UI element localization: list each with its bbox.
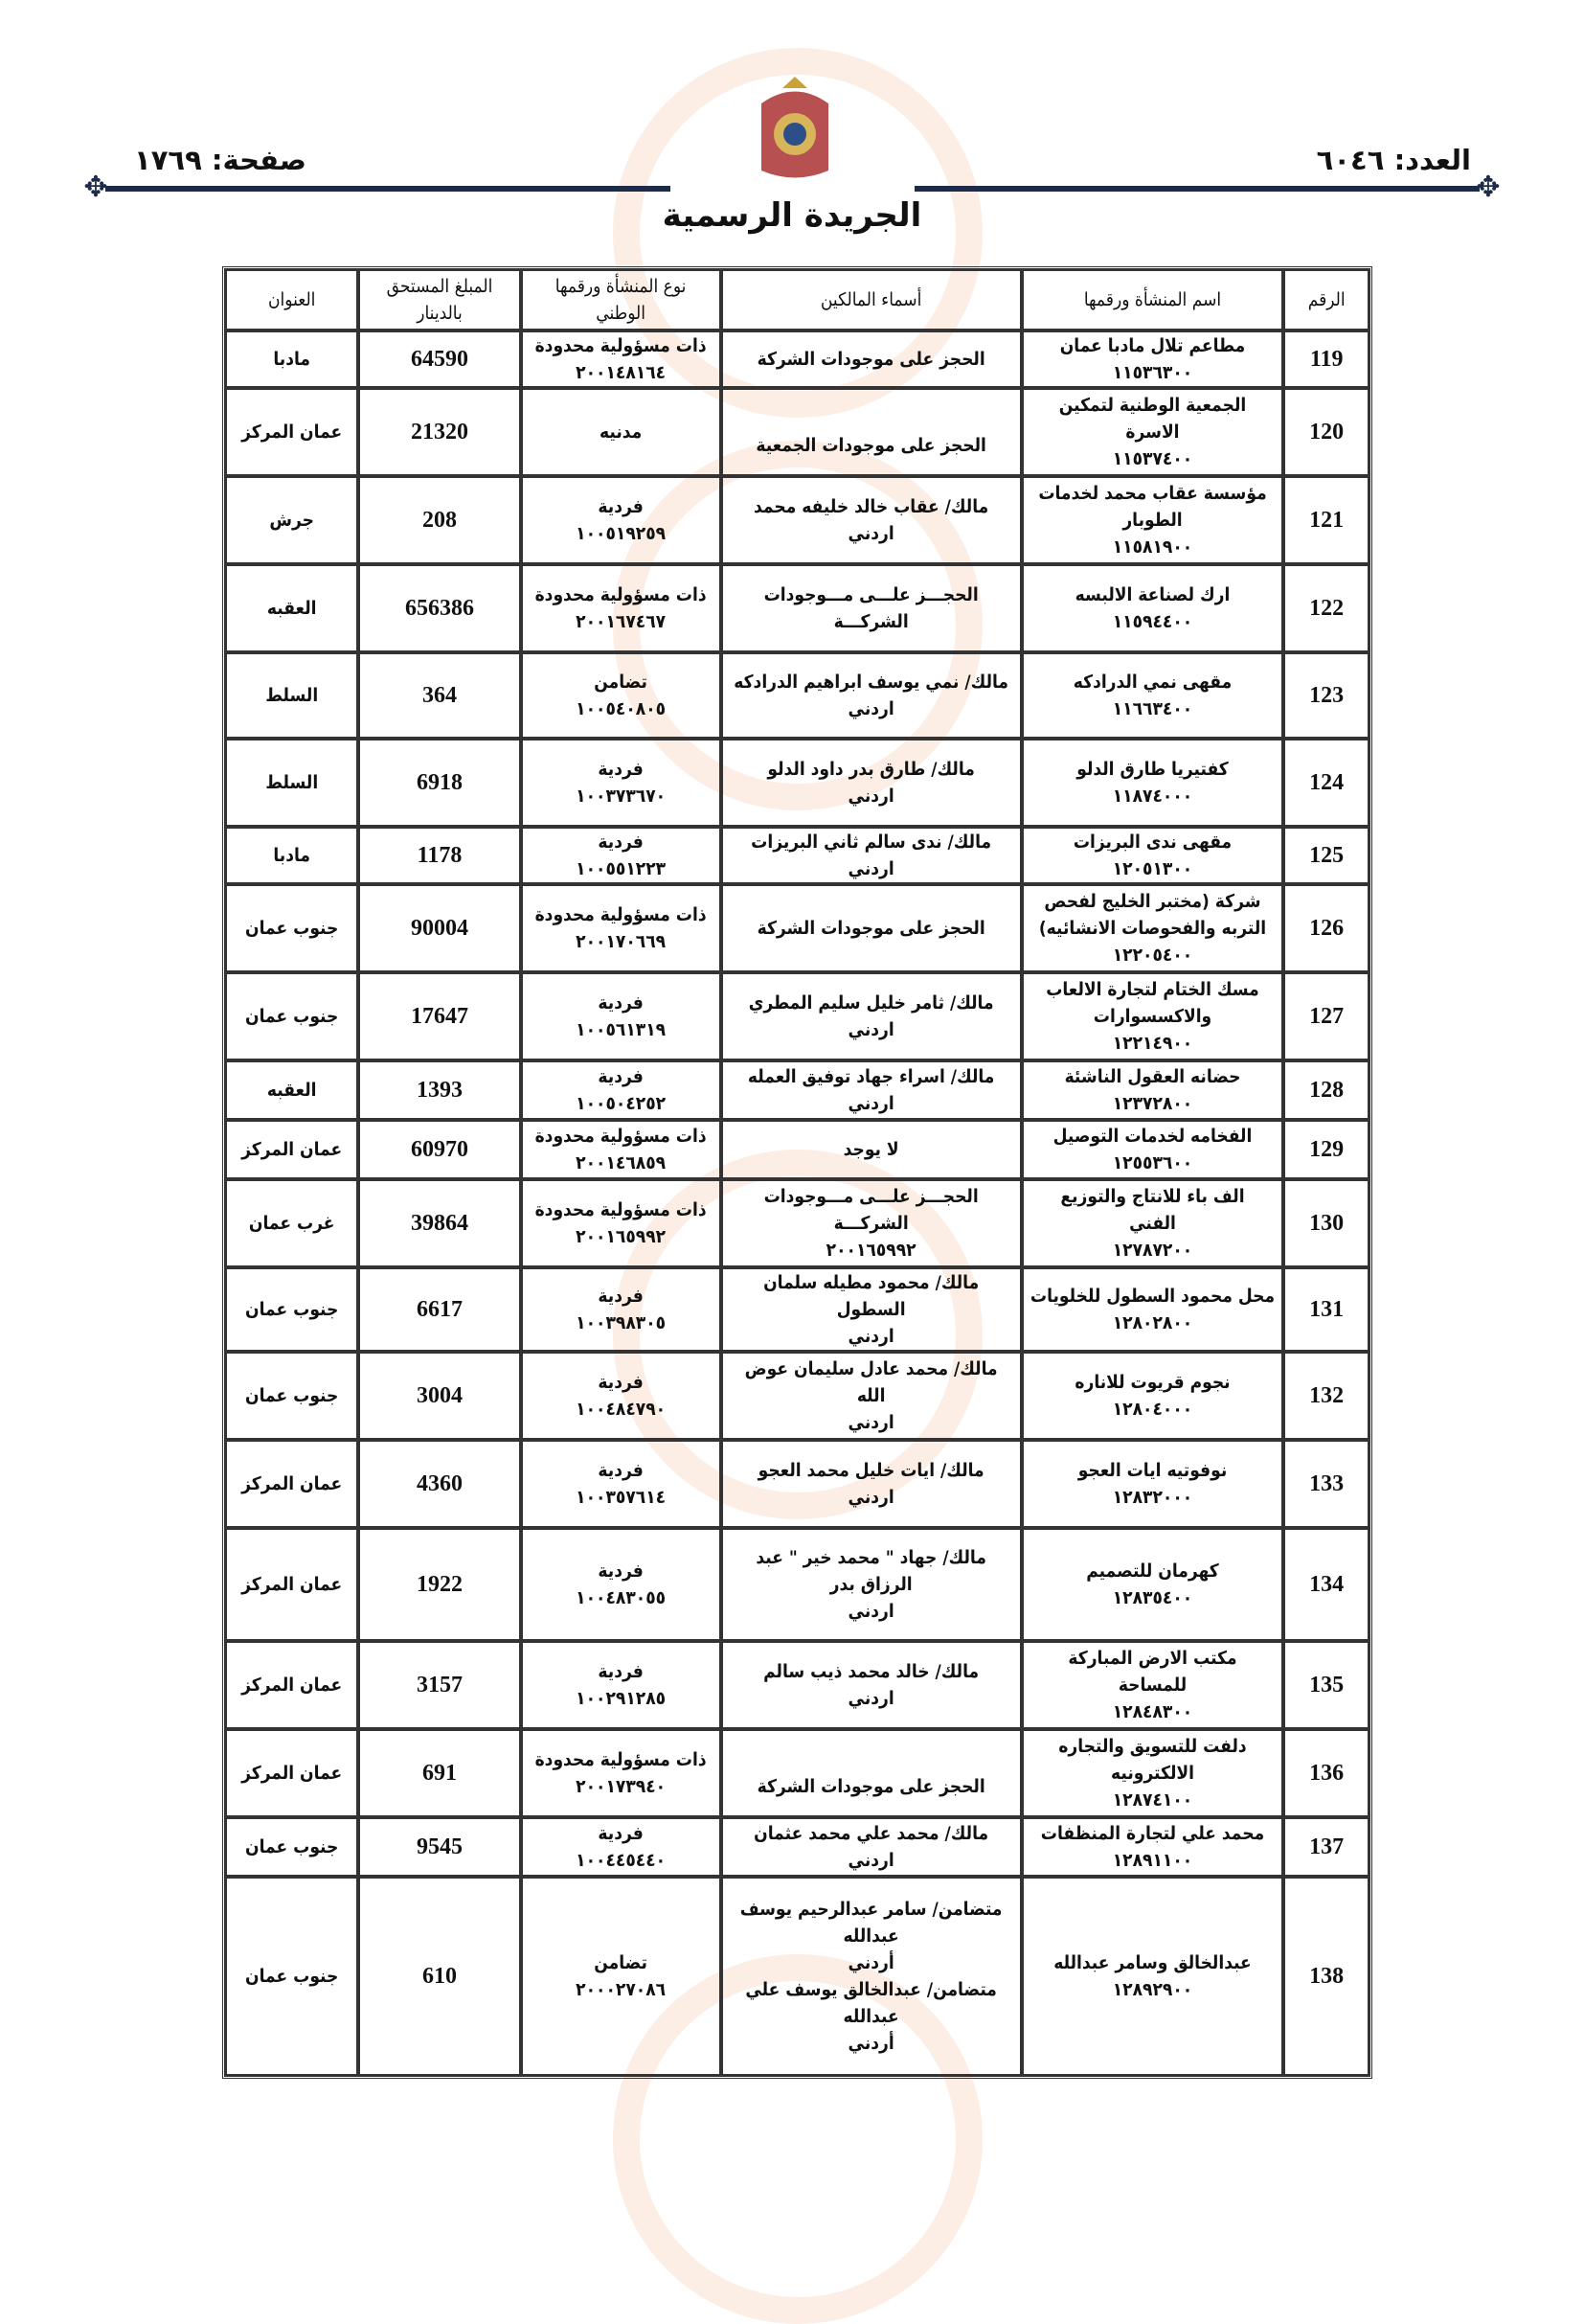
establishment-name-cell: الجمعية الوطنية لتمكين الاسرة ١١٥٣٧٤٠٠ (1022, 388, 1284, 476)
row-number-cell: 128 (1283, 1060, 1369, 1120)
table-row (225, 1877, 1369, 2076)
amount-due-cell: 60970 (358, 1120, 520, 1179)
row-number-cell: 134 (1283, 1528, 1369, 1641)
establishment-name-cell: ارك لصناعة الالبسه ١١٥٩٤٤٠٠ (1022, 564, 1284, 652)
owners-cell: مالك/ طارق بدر داود الدلو اردني (721, 739, 1022, 827)
table-row (225, 1352, 1369, 1440)
table-row (225, 388, 1369, 476)
amount-due-cell: 610 (358, 1877, 520, 2076)
table-row (225, 827, 1369, 884)
amount-due-cell: 17647 (358, 972, 520, 1060)
column-header-type: نوع المنشأة ورقمها الوطني (521, 269, 721, 330)
table-row (225, 1817, 1369, 1877)
establishment-name-cell: مؤسسة عقاب محمد لخدمات الطوبار ١١٥٨١٩٠٠ (1022, 476, 1284, 564)
column-header-number: الرقم (1283, 269, 1369, 330)
owners-cell: مالك/ محمود مطيله سلمان السطول اردني (721, 1267, 1022, 1352)
jordan-emblem-icon (752, 75, 838, 190)
owners-cell: الحجـــز علـــى مـــوجودات الشركـــة ٢٠٠١٦٥٩٩٢ (721, 1179, 1022, 1267)
row-number-cell: 126 (1283, 884, 1369, 972)
table-row (225, 1729, 1369, 1817)
establishment-name-cell: دلفت للتسويق والتجاره الالكترونيه ١٢٨٧٤١٠٠ (1022, 1729, 1284, 1817)
establishments-table (222, 266, 1372, 2079)
establishment-type-cell: فردية ١٠٠٣٧٣٦٧٠ (521, 739, 721, 827)
owners-cell: الحجز على موجودات الجمعية (721, 388, 1022, 476)
establishment-name-cell: نجوم قريوت للاناره ١٢٨٠٤٠٠٠ (1022, 1352, 1284, 1440)
row-number-cell: 133 (1283, 1440, 1369, 1528)
column-header-owners: أسماء المالكين (721, 269, 1022, 330)
amount-due-cell: 691 (358, 1729, 520, 1817)
establishment-type-cell: تضامن ١٠٠٥٤٠٨٠٥ (521, 652, 721, 739)
address-cell: العقبه (225, 1060, 358, 1120)
establishment-name-cell: كفتيريا طارق الدلو ١١٨٧٤٠٠٠ (1022, 739, 1284, 827)
establishment-type-cell: فردية ١٠٠٥٥١٢٢٣ (521, 827, 721, 884)
owners-cell: مالك/ اسراء جهاد توفيق العمله اردني (721, 1060, 1022, 1120)
establishment-type-cell: مدنيه (521, 388, 721, 476)
address-cell: جرش (225, 476, 358, 564)
establishment-name-cell: محمد علي لتجارة المنظفات ١٢٨٩١١٠٠ (1022, 1817, 1284, 1877)
table-row (225, 972, 1369, 1060)
address-cell: عمان المركز (225, 1528, 358, 1641)
address-cell: عمان المركز (225, 1440, 358, 1528)
row-number-cell: 130 (1283, 1179, 1369, 1267)
row-number-cell: 138 (1283, 1877, 1369, 2076)
table-row (225, 1440, 1369, 1528)
owners-cell: الحجز على موجودات الشركة (721, 884, 1022, 972)
table-row (225, 1179, 1369, 1267)
page-number: صفحة: ١٧٦٩ (134, 144, 306, 176)
address-cell: جنوب عمان (225, 1877, 358, 2076)
owners-cell: الحجز على موجودات الشركة (721, 1729, 1022, 1817)
owners-cell: مالك/ نمي يوسف ابراهيم الدرادكه اردني (721, 652, 1022, 739)
establishment-type-cell: ذات مسؤولية محدودة ٢٠٠١٧٣٩٤٠ (521, 1729, 721, 1817)
owners-cell: مالك/ عقاب خالد خليفه محمد اردني (721, 476, 1022, 564)
establishment-name-cell: شركة (مختبر الخليج لفحص التربه والفحوصات الانشائيه) ١٢٢٠٥٤٠٠ (1022, 884, 1284, 972)
row-number-cell: 132 (1283, 1352, 1369, 1440)
owners-cell: الحجز على موجودات الشركة (721, 330, 1022, 388)
owners-cell: متضامن/ سامر عبدالرحيم يوسف عبدالله أردني متضامن/ عبدالخالق يوسف علي عبدالله أردني (721, 1877, 1022, 2076)
amount-due-cell: 39864 (358, 1179, 520, 1267)
owners-cell: مالك/ محمد عادل سليمان عوض الله اردني (721, 1352, 1022, 1440)
issue-number: العدد: ٦٠٤٦ (1316, 144, 1471, 176)
table-row (225, 564, 1369, 652)
address-cell: السلط (225, 652, 358, 739)
amount-due-cell: 1178 (358, 827, 520, 884)
table-row (225, 1641, 1369, 1729)
establishment-type-cell: فردية ١٠٠٥٦١٣١٩ (521, 972, 721, 1060)
establishment-type-cell: تضامن ٢٠٠٠٢٧٠٨٦ (521, 1877, 721, 2076)
row-number-cell: 121 (1283, 476, 1369, 564)
establishment-name-cell: مسك الختام لتجارة الالعاب والاكسسوارات ١٢٢١٤٩٠٠ (1022, 972, 1284, 1060)
address-cell: جنوب عمان (225, 1267, 358, 1352)
establishment-name-cell: عبدالخالق وسامر عبدالله ١٢٨٩٢٩٠٠ (1022, 1877, 1284, 2076)
establishment-type-cell: ذات مسؤولية محدودة ٢٠٠١٤٨١٦٤ (521, 330, 721, 388)
row-number-cell: 136 (1283, 1729, 1369, 1817)
address-cell: عمان المركز (225, 1641, 358, 1729)
owners-cell: مالك/ ثامر خليل سليم المطري اردني (721, 972, 1022, 1060)
establishment-name-cell: الفخامه لخدمات التوصيل ١٢٥٥٣٦٠٠ (1022, 1120, 1284, 1179)
amount-due-cell: 1393 (358, 1060, 520, 1120)
column-header-amount: المبلغ المستحق بالدينار (358, 269, 520, 330)
table-row (225, 1120, 1369, 1179)
owners-cell: مالك/ خالد محمد ذيب سالم اردني (721, 1641, 1022, 1729)
owners-cell: مالك/ محمد علي محمد عثمان اردني (721, 1817, 1022, 1877)
address-cell: السلط (225, 739, 358, 827)
ornament-knot-icon: ✥ (1476, 171, 1501, 204)
owners-cell: لا يوجد (721, 1120, 1022, 1179)
row-number-cell: 123 (1283, 652, 1369, 739)
establishment-name-cell: حضانه العقول الناشئة ١٢٣٧٢٨٠٠ (1022, 1060, 1284, 1120)
table-row (225, 652, 1369, 739)
row-number-cell: 119 (1283, 330, 1369, 388)
establishment-name-cell: نوفوتيه ايات العجو ١٢٨٣٢٠٠٠ (1022, 1440, 1284, 1528)
row-number-cell: 120 (1283, 388, 1369, 476)
address-cell: جنوب عمان (225, 972, 358, 1060)
establishment-type-cell: فردية ١٠٠٢٩١٢٨٥ (521, 1641, 721, 1729)
table-row (225, 739, 1369, 827)
column-header-address: العنوان (225, 269, 358, 330)
amount-due-cell: 364 (358, 652, 520, 739)
establishment-type-cell: ذات مسؤولية محدودة ٢٠٠١٦٥٩٩٢ (521, 1179, 721, 1267)
row-number-cell: 124 (1283, 739, 1369, 827)
address-cell: غرب عمان (225, 1179, 358, 1267)
amount-due-cell: 208 (358, 476, 520, 564)
establishment-type-cell: ذات مسؤولية محدودة ٢٠٠١٤٦٨٥٩ (521, 1120, 721, 1179)
amount-due-cell: 21320 (358, 388, 520, 476)
establishment-name-cell: مكتب الارض المباركة للمساحة ١٢٨٤٨٣٠٠ (1022, 1641, 1284, 1729)
owners-cell: مالك/ ايات خليل محمد العجو اردني (721, 1440, 1022, 1528)
establishment-name-cell: كهرمان للتصميم ١٢٨٣٥٤٠٠ (1022, 1528, 1284, 1641)
row-number-cell: 127 (1283, 972, 1369, 1060)
establishment-name-cell: الف باء للانتاج والتوزيع الفني ١٢٧٨٧٢٠٠ (1022, 1179, 1284, 1267)
amount-due-cell: 3157 (358, 1641, 520, 1729)
address-cell: عمان المركز (225, 1729, 358, 1817)
establishment-name-cell: مطاعم تلال مادبا عمان ١١٥٣٦٣٠٠ (1022, 330, 1284, 388)
address-cell: جنوب عمان (225, 884, 358, 972)
row-number-cell: 131 (1283, 1267, 1369, 1352)
amount-due-cell: 90004 (358, 884, 520, 972)
amount-due-cell: 6918 (358, 739, 520, 827)
ornament-knot-icon: ✥ (83, 171, 108, 204)
establishment-type-cell: ذات مسؤولية محدودة ٢٠٠١٧٠٦٦٩ (521, 884, 721, 972)
establishment-type-cell: فردية ١٠٠٤٨٤٧٩٠ (521, 1352, 721, 1440)
establishment-type-cell: فردية ١٠٠٥١٩٢٥٩ (521, 476, 721, 564)
row-number-cell: 125 (1283, 827, 1369, 884)
owners-cell: مالك/ ندى سالم ثاني البريزات اردني (721, 827, 1022, 884)
establishment-type-cell: فردية ١٠٠٣٥٧٦١٤ (521, 1440, 721, 1528)
address-cell: مادبا (225, 330, 358, 388)
amount-due-cell: 64590 (358, 330, 520, 388)
table-row (225, 476, 1369, 564)
establishment-type-cell: فردية ١٠٠٤٨٣٠٥٥ (521, 1528, 721, 1641)
amount-due-cell: 9545 (358, 1817, 520, 1877)
establishment-type-cell: فردية ١٠٠٤٤٥٤٤٠ (521, 1817, 721, 1877)
header-rule-right (915, 186, 1480, 192)
establishment-name-cell: مقهى نمي الدرادكه ١١٦٦٣٤٠٠ (1022, 652, 1284, 739)
header-rule-left (105, 186, 670, 192)
table-header-row (225, 269, 1369, 330)
address-cell: عمان المركز (225, 1120, 358, 1179)
amount-due-cell: 656386 (358, 564, 520, 652)
establishment-type-cell: فردية ١٠٠٣٩٨٣٠٥ (521, 1267, 721, 1352)
address-cell: العقبه (225, 564, 358, 652)
row-number-cell: 137 (1283, 1817, 1369, 1877)
gazette-title: الجريدة الرسمية (662, 196, 922, 235)
row-number-cell: 135 (1283, 1641, 1369, 1729)
address-cell: مادبا (225, 827, 358, 884)
establishment-type-cell: فردية ١٠٠٥٠٤٢٥٢ (521, 1060, 721, 1120)
table-row (225, 884, 1369, 972)
table-row (225, 330, 1369, 388)
amount-due-cell: 6617 (358, 1267, 520, 1352)
column-header-name: اسم المنشأة ورقمها (1022, 269, 1284, 330)
row-number-cell: 129 (1283, 1120, 1369, 1179)
table-row (225, 1267, 1369, 1352)
owners-cell: مالك/ جهاد " محمد خير " عبد الرزاق بدر اردني (721, 1528, 1022, 1641)
amount-due-cell: 1922 (358, 1528, 520, 1641)
row-number-cell: 122 (1283, 564, 1369, 652)
address-cell: جنوب عمان (225, 1352, 358, 1440)
table-row (225, 1528, 1369, 1641)
owners-cell: الحجـــز علـــى مـــوجودات الشركـــة (721, 564, 1022, 652)
amount-due-cell: 3004 (358, 1352, 520, 1440)
amount-due-cell: 4360 (358, 1440, 520, 1528)
address-cell: جنوب عمان (225, 1817, 358, 1877)
establishment-name-cell: محل محمود السطول للخلويات ١٢٨٠٢٨٠٠ (1022, 1267, 1284, 1352)
establishment-type-cell: ذات مسؤولية محدودة ٢٠٠١٦٧٤٦٧ (521, 564, 721, 652)
establishment-name-cell: مقهى ندى البريزات ١٢٠٥١٣٠٠ (1022, 827, 1284, 884)
table-row (225, 1060, 1369, 1120)
address-cell: عمان المركز (225, 388, 358, 476)
